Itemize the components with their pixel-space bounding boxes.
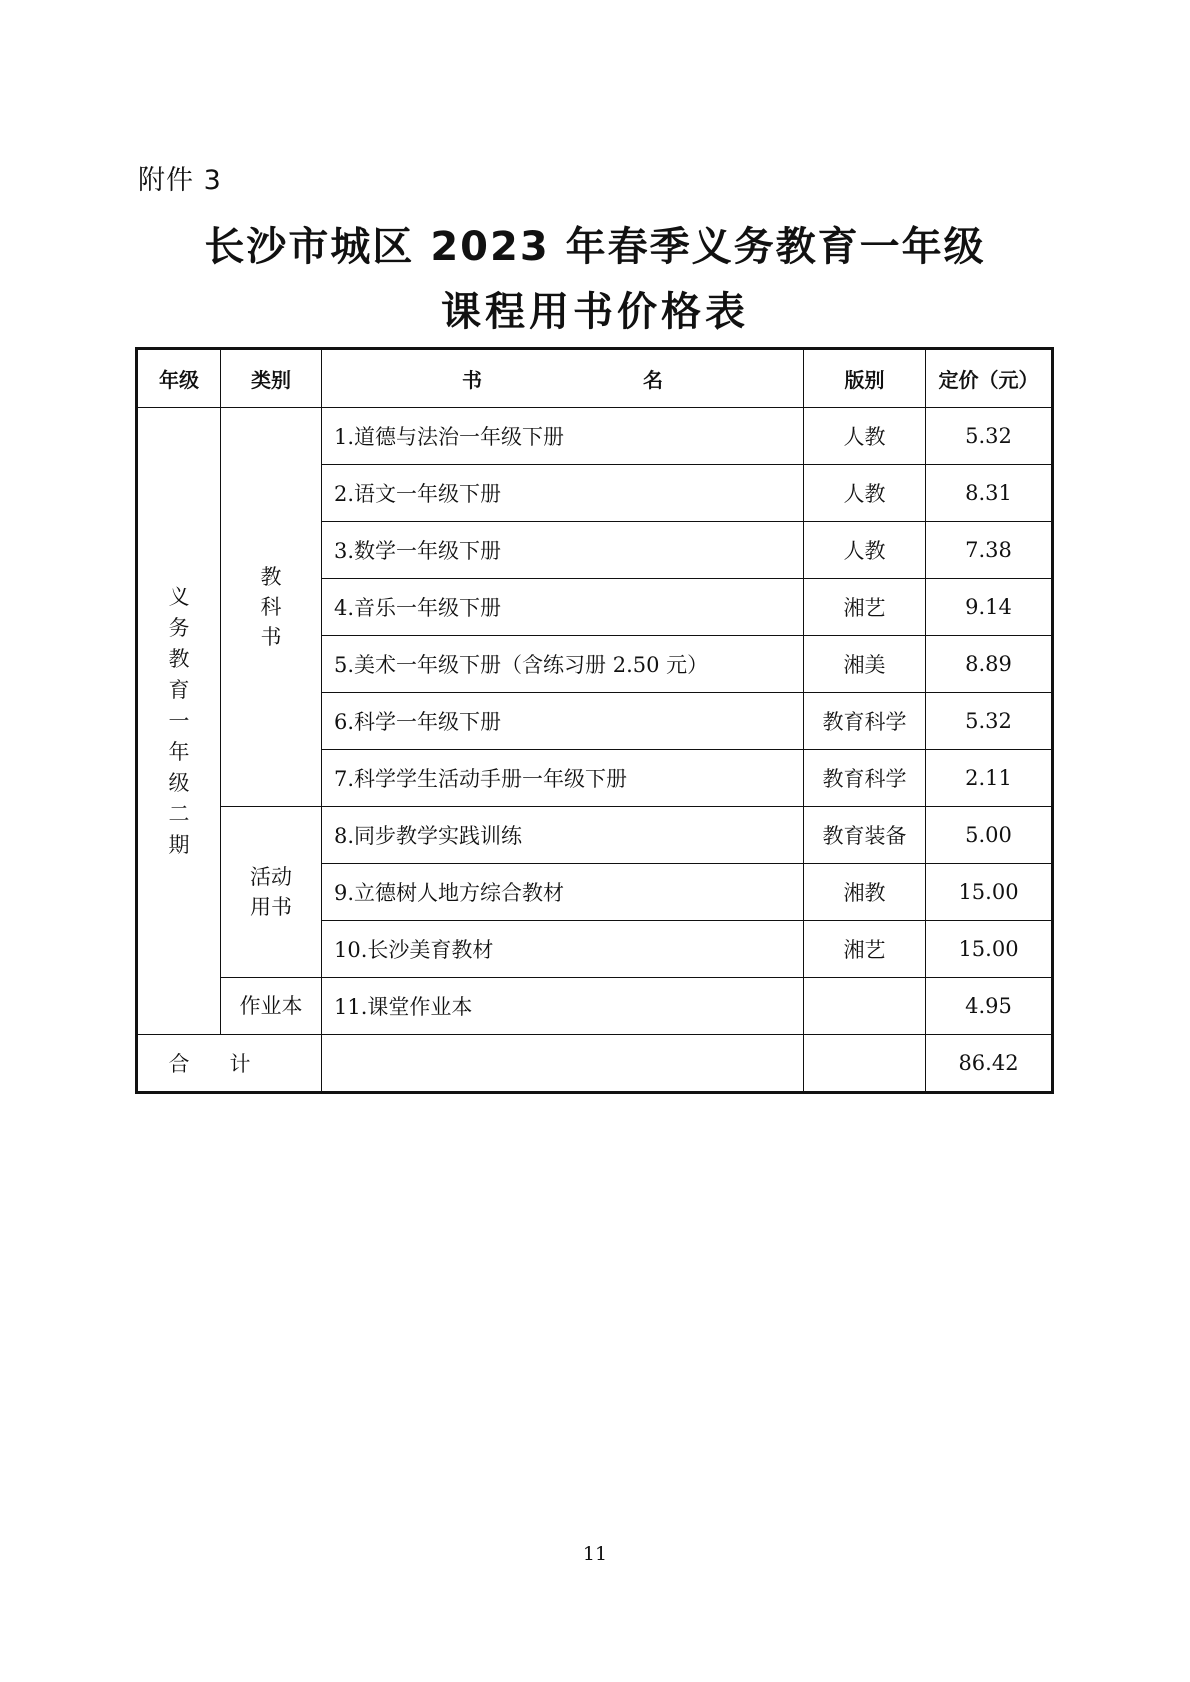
book-name: 1.道德与法治一年级下册 (322, 408, 804, 465)
book-price: 8.31 (926, 465, 1053, 522)
grade-cell (137, 408, 221, 1035)
category-line: 活动 (250, 865, 292, 889)
grade-char: 义 (168, 584, 190, 609)
book-price: 8.89 (926, 636, 1053, 693)
total-price: 86.42 (926, 1035, 1053, 1093)
header-category: 类别 (221, 349, 322, 408)
header-bookname (322, 349, 804, 408)
book-price: 7.38 (926, 522, 1053, 579)
category-textbook (221, 408, 322, 807)
book-edition: 人教 (804, 522, 926, 579)
book-name: 4.音乐一年级下册 (322, 579, 804, 636)
grade-char: 期 (168, 832, 190, 857)
grade-char: 育 (168, 677, 190, 702)
table-header-row (137, 349, 1053, 408)
header-edition: 版别 (804, 349, 926, 408)
book-price: 4.95 (926, 978, 1053, 1035)
book-edition: 教育装备 (804, 807, 926, 864)
grade-char: 级 (168, 770, 190, 795)
header-grade: 年级 (137, 349, 221, 408)
book-edition: 湘艺 (804, 921, 926, 978)
book-edition: 湘教 (804, 864, 926, 921)
total-label: 合计 (137, 1035, 322, 1093)
table-row (137, 807, 1053, 864)
attachment-label: 附件 3 (138, 165, 222, 196)
book-name: 8.同步教学实践训练 (322, 807, 804, 864)
book-price: 2.11 (926, 750, 1053, 807)
header-bookname-b: 名 (643, 368, 663, 392)
page-number: 11 (582, 1543, 608, 1565)
table-row (137, 978, 1053, 1035)
book-edition: 人教 (804, 465, 926, 522)
book-edition: 教育科学 (804, 693, 926, 750)
total-empty-name (322, 1035, 804, 1093)
book-name: 3.数学一年级下册 (322, 522, 804, 579)
category-char: 科 (260, 595, 282, 619)
book-price: 5.00 (926, 807, 1053, 864)
header-price: 定价（元） (926, 349, 1053, 408)
book-price: 9.14 (926, 579, 1053, 636)
book-price: 5.32 (926, 408, 1053, 465)
book-edition: 教育科学 (804, 750, 926, 807)
book-edition: 人教 (804, 408, 926, 465)
book-name: 10.长沙美育教材 (322, 921, 804, 978)
book-name: 9.立德树人地方综合教材 (322, 864, 804, 921)
book-name: 7.科学学生活动手册一年级下册 (322, 750, 804, 807)
header-bookname-a: 书 (462, 368, 482, 392)
book-price: 15.00 (926, 864, 1053, 921)
book-price: 5.32 (926, 693, 1053, 750)
book-name: 11.课堂作业本 (322, 978, 804, 1035)
total-empty-edition (804, 1035, 926, 1093)
grade-char: 年 (168, 739, 190, 764)
category-char: 书 (260, 625, 282, 649)
price-table (135, 347, 1054, 1094)
book-name: 6.科学一年级下册 (322, 693, 804, 750)
grade-char: 教 (168, 646, 190, 671)
book-edition (804, 978, 926, 1035)
grade-char: 务 (168, 615, 190, 640)
category-activity (221, 807, 322, 978)
document-title-line2: 课程用书价格表 (441, 289, 749, 335)
total-row (137, 1035, 1053, 1093)
category-homework: 作业本 (221, 978, 322, 1035)
category-line: 用书 (250, 895, 292, 919)
book-name: 2.语文一年级下册 (322, 465, 804, 522)
document-title-line1: 长沙市城区 2023 年春季义务教育一年级 (204, 224, 986, 270)
category-char: 教 (260, 565, 282, 589)
book-price: 15.00 (926, 921, 1053, 978)
book-name: 5.美术一年级下册（含练习册 2.50 元） (322, 636, 804, 693)
table-row (137, 408, 1053, 465)
book-edition: 湘美 (804, 636, 926, 693)
grade-char: 二 (168, 801, 190, 826)
grade-char: 一 (168, 708, 190, 733)
book-edition: 湘艺 (804, 579, 926, 636)
